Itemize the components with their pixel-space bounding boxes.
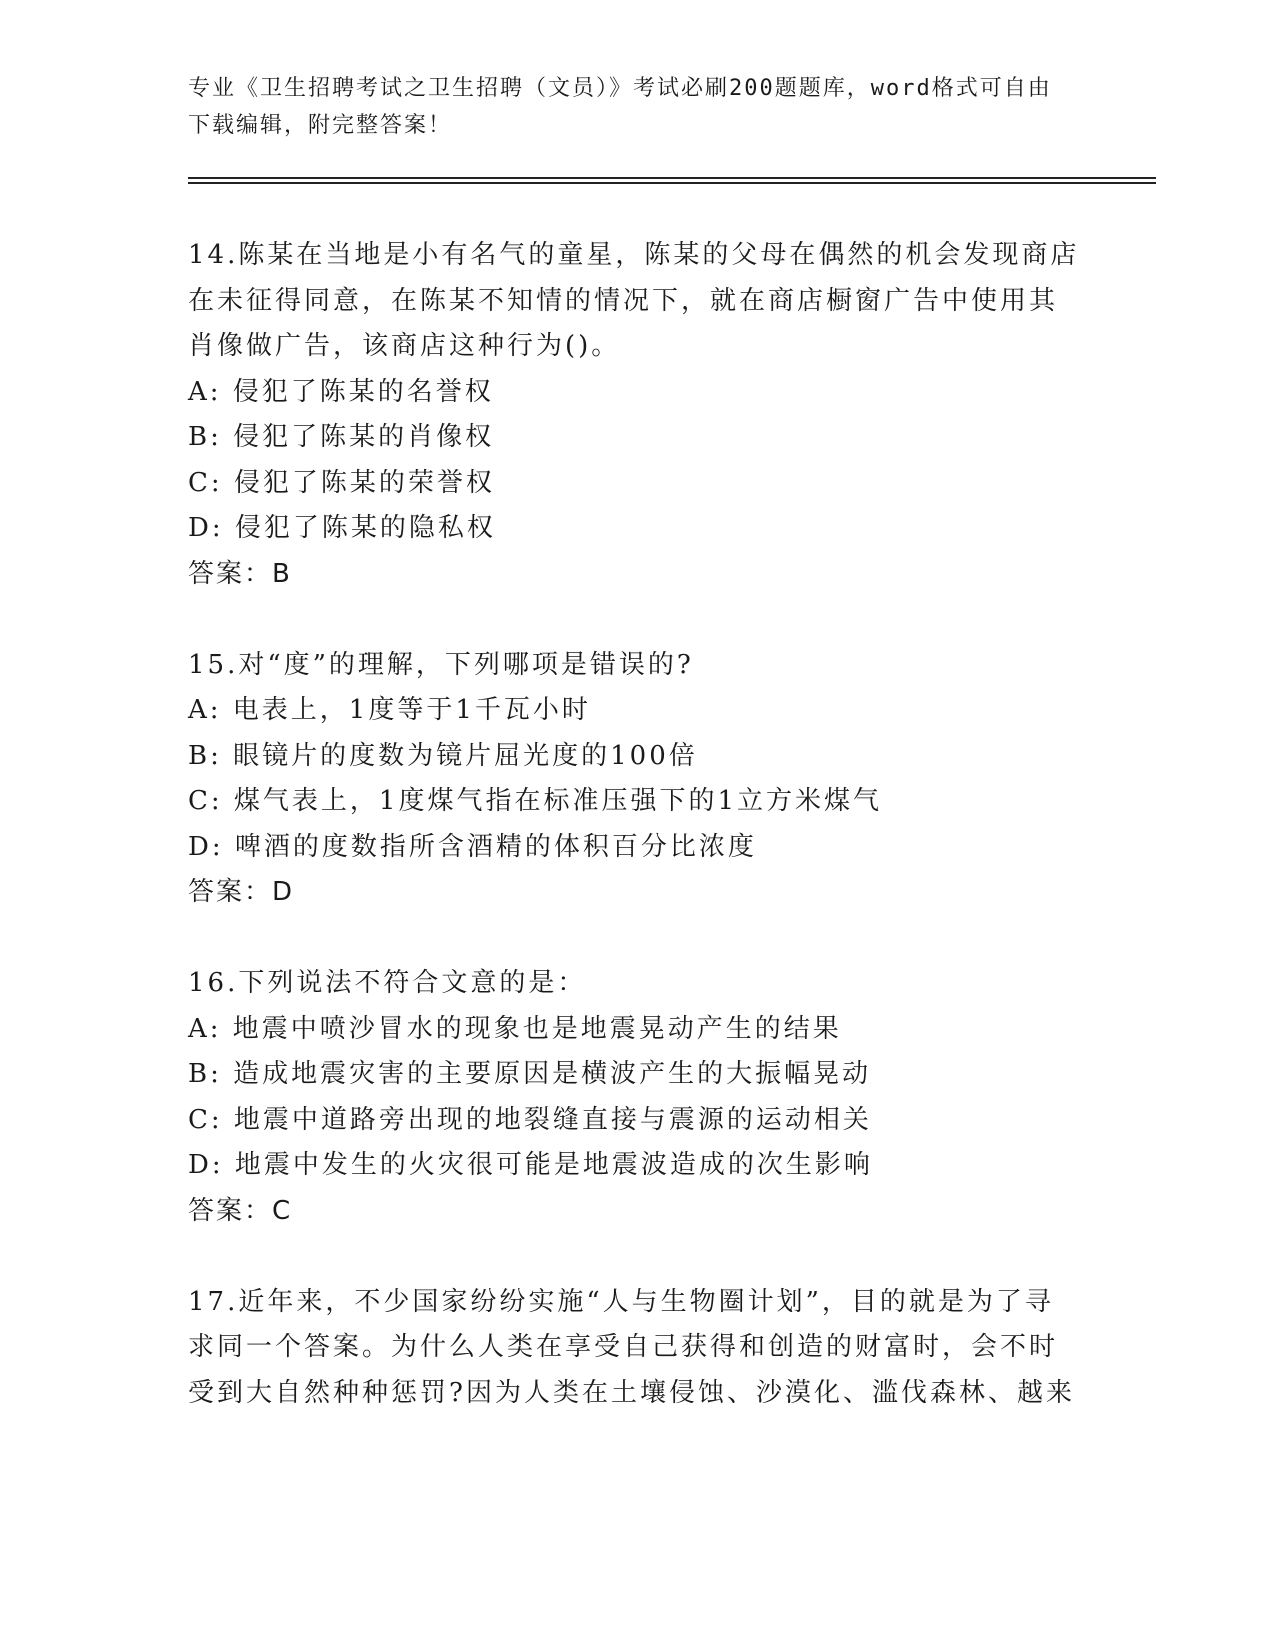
option-d: D: 地震中发生的火灾很可能是地震波造成的次生影响	[188, 1150, 873, 1180]
answer-line: 答案：D	[188, 877, 295, 907]
answer-line: 答案：B	[188, 558, 292, 589]
document-header	[188, 70, 1068, 144]
question-text-line: 求同一个答案。为什么人类在享受自己获得和创造的财富时，会不时	[188, 1332, 1059, 1362]
question-text-line: 17.近年来，不少国家纷纷实施“人与生物圈计划”，目的就是为了寻	[188, 1286, 1054, 1317]
question-text-line: 受到大自然种种惩罚?因为人类在土壤侵蚀、沙漠化、滥伐森林、越来	[188, 1377, 1075, 1408]
header-text: 专业《卫生招聘考试之卫生招聘（文员）》考试必刷200题题库，word格式可自由下载编辑，附完整答案！	[188, 76, 1052, 138]
option-c: C: 地震中道路旁出现的地裂缝直接与震源的运动相关	[188, 1104, 872, 1135]
question-text-line: 14.陈某在当地是小有名气的童星，陈某的父母在偶然的机会发现商店	[188, 240, 1080, 270]
option-d: D: 啤酒的度数指所含酒精的体积百分比浓度	[188, 831, 757, 862]
option-a: A: 侵犯了陈某的名誉权	[188, 376, 494, 407]
option-a: A: 地震中喷沙冒水的现象也是地震晃动产生的结果	[188, 1013, 842, 1044]
answer-line: 答案：C	[188, 1195, 293, 1226]
header-divider-bottom	[188, 182, 1156, 184]
question-15	[188, 643, 1068, 916]
option-b: B: 眼镜片的度数为镜片屈光度的100倍	[188, 740, 698, 771]
question-list	[188, 233, 1080, 1462]
option-c: C: 侵犯了陈某的荣誉权	[188, 467, 495, 498]
option-d: D: 侵犯了陈某的隐私权	[188, 513, 496, 543]
question-16	[188, 961, 1068, 1234]
option-b: B: 造成地震灾害的主要原因是横波产生的大振幅晃动	[188, 1059, 872, 1089]
header-divider-top	[188, 177, 1156, 179]
option-b: B: 侵犯了陈某的肖像权	[188, 422, 495, 452]
option-a: A: 电表上，1度等于1千瓦小时	[188, 695, 591, 725]
question-text-line: 15.对“度”的理解，下列哪项是错误的?	[188, 649, 694, 680]
question-text-line: 在未征得同意，在陈某不知情的情况下，就在商店橱窗广告中使用其	[188, 285, 1059, 316]
option-c: C: 煤气表上，1度煤气指在标准压强下的1立方米煤气	[188, 786, 883, 816]
question-17	[188, 1280, 1075, 1417]
question-14	[188, 233, 1080, 597]
question-text-line: 肖像做广告，该商店这种行为()。	[188, 331, 621, 361]
question-text-line: 16.下列说法不符合文意的是：	[188, 968, 587, 998]
